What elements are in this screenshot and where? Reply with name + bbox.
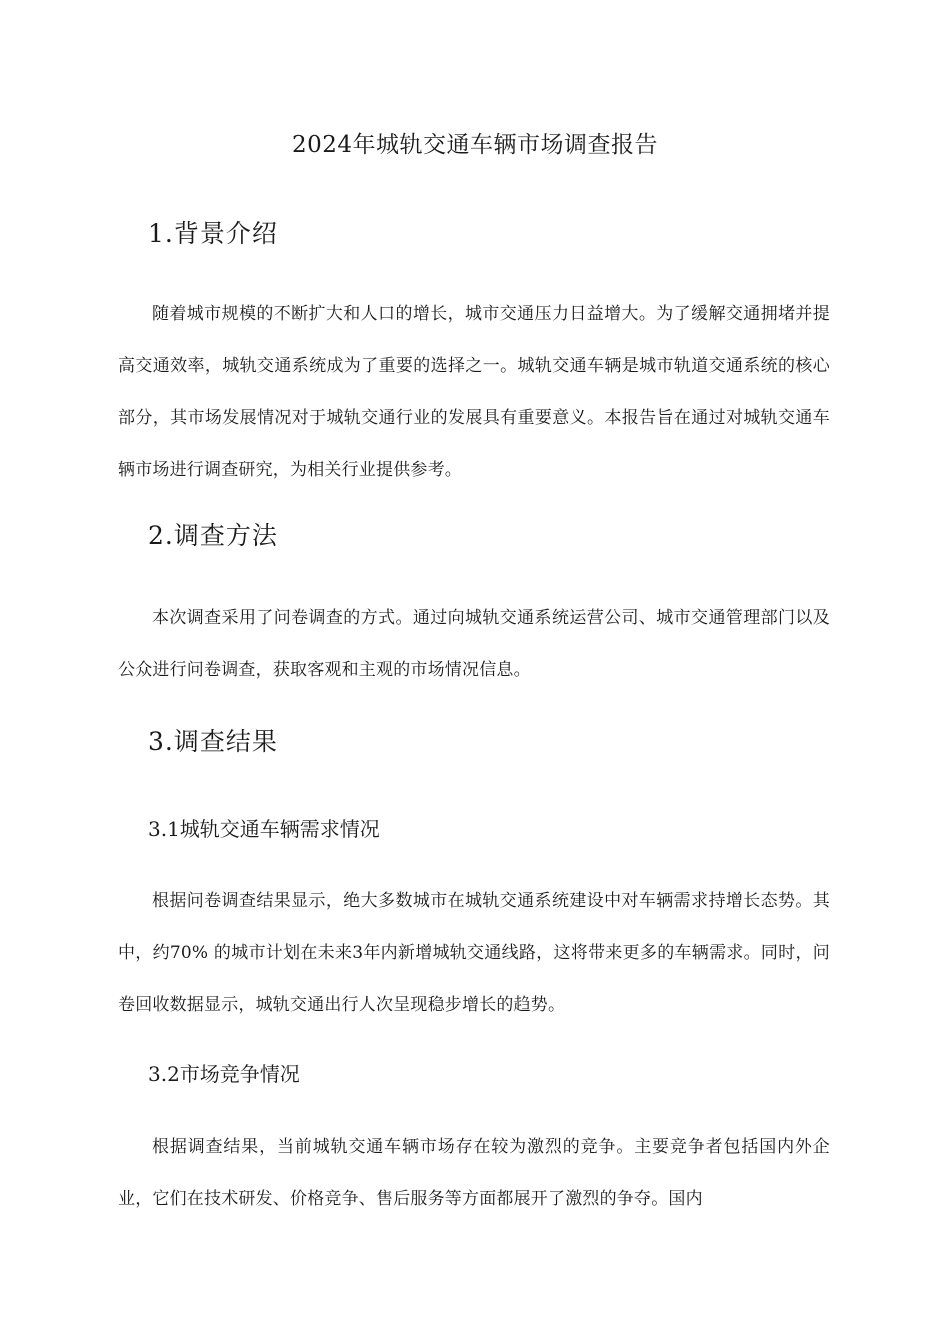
paragraph-demand: 根据问卷调查结果显示，绝大多数城市在城轨交通系统建设中对车辆需求持增长态势。其中，约70% 的城市计划在未来3年内新增城轨交通线路，这将带来更多的车辆需求。同时，问卷回收数据显示，城轨交通出行人次呈现稳步增长的趋势。: [118, 891, 830, 1015]
subsection-heading-demand: 3.1城轨交通车辆需求情况: [148, 817, 380, 841]
section-heading-results: 3.调查结果: [148, 727, 278, 756]
section-heading-method: 2.调查方法: [148, 521, 278, 550]
document-title: 2024年城轨交通车辆市场调查报告: [291, 132, 659, 158]
paragraph-method: 本次调查采用了问卷调查的方式。通过向城轨交通系统运营公司、城市交通管理部门以及公众进行问卷调查，获取客观和主观的市场情况信息。: [118, 608, 830, 680]
subsection-heading-competition: 3.2市场竞争情况: [148, 1062, 300, 1086]
paragraph-competition: 根据调查结果，当前城轨交通车辆市场存在较为激烈的竞争。主要竞争者包括国内外企业，它们在技术研发、价格竞争、售后服务等方面都展开了激烈的争夺。国内: [118, 1137, 830, 1209]
paragraph-background: 随着城市规模的不断扩大和人口的增长，城市交通压力日益增大。为了缓解交通拥堵并提高交通效率，城轨交通系统成为了重要的选择之一。城轨交通车辆是城市轨道交通系统的核心部分，其市场发展情况对于城轨交通行业的发展具有重要意义。本报告旨在通过对城轨交通车辆市场进行调查研究，为相关行业提供参考。: [118, 304, 830, 480]
section-heading-background: 1.背景介绍: [148, 219, 278, 248]
